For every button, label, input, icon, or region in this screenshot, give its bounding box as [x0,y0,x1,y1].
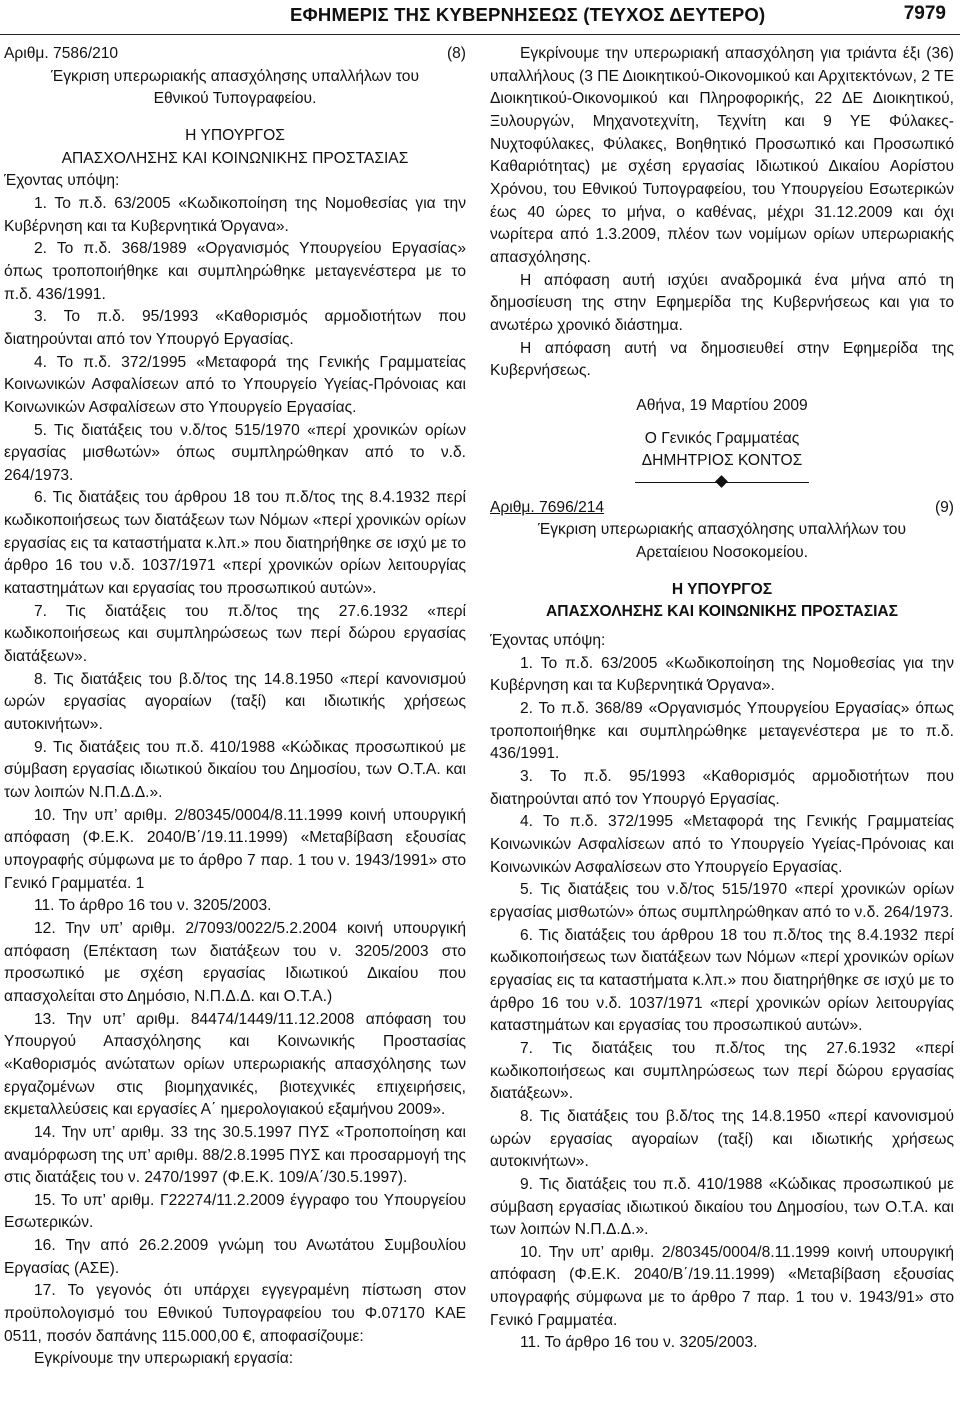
left-column [4,43,466,1371]
decision-number-row [490,497,954,520]
authority-title: Η ΥΠΟΥΡΓΟΣ [671,580,773,598]
paragraph: 11. Το άρθρο 16 του ν. 3205/2003. [34,897,272,915]
paragraph: Εγκρίνουμε την υπερωριακή εργασία: [34,1350,294,1368]
authority-title: Η ΥΠΟΥΡΓΟΣ [185,126,285,144]
section-separator [490,475,954,489]
gazette-title: ΕΦΗΜΕΡΙΣ ΤΗΣ ΚΥΒΕΡΝΗΣΕΩΣ (ΤΕΥΧΟΣ ΔΕΥΤΕΡΟ) [290,4,766,25]
decision-index: (9) [934,498,954,516]
paragraph: 7. Τις διατάξεις του π.δ/τος της 27.6.1932 «περί κωδικοποιήσεως και συμπληρώσεως των περί δώρου εργασίας διατάξεων». [490,1039,954,1103]
paragraph: 17. Το γεγονός ότι υπάρχει εγγεγραμένη πίστωση στον προϋπολογισμό του Εθνικού Τυπογραφείου του Φ.07170 ΚΑΕ 0511, ποσόν δαπάνης 115.000,00 €, αποφασίζουμε: [4,1282,466,1345]
header-divider [0,34,960,35]
paragraph: 13. Την υπ’ αριθμ. 84474/1449/11.12.2008 απόφαση του Υπουργού Απασχόλησης και Κοινωνικής Προστασίας «Καθορισμός ανώτατων ορίων υπερωριακής απασχόλησης των εργαζομένων στις βιομηχανικές, βιοτεχνικές επιχειρήσεις, εκμεταλλεύσεις και εργασίες Α΄ ημερολογιακού εξαμήνου 2009». [4,1010,466,1119]
paragraph: 6. Τις διατάξεις του άρθρου 18 του π.δ/τος της 8.4.1932 περί κωδικοποιήσεως των διατάξεων των Νόμων «περί χρονικών ορίων εργασίας εις τα καταστήματα κ.λπ.» που διατηρήθηκε σε ισχύ με το άρθρο 16 του ν.δ. 1037/1971 «περί χρονικών ορίων λειτουργίας καταστημάτων και εργασίας του προσωπικού αυτών». [4,489,466,598]
paragraph: 3. Το π.δ. 95/1993 «Καθορισμός αρμοδιοτήτων που διατηρούνται από τον Υπουργό Εργασίας. [490,768,954,808]
decision-title-line: Εθνικού Τυπογραφείου. [153,90,317,108]
paragraph: 16. Την από 26.2.2009 γνώμη του Ανωτάτου Συμβουλίου Εργασίας (ΑΣΕ). [4,1237,466,1277]
signature-role: Ο Γενικός Γραμματέας [644,429,800,447]
authority-subtitle: ΑΠΑΣΧΟΛΗΣΗΣ ΚΑΙ ΚΟΙΝΩΝΙΚΗΣ ΠΡΟΣΤΑΣΙΑΣ [545,603,899,621]
page-number: 7979 [903,3,946,24]
paragraph: 6. Τις διατάξεις του άρθρου 18 του π.δ/τος της 8.4.1932 περί κωδικοποιήσεως των διατάξεων των Νόμων «περί χρονικών ορίων εργασίας εις τα καταστήματα κ.λπ.» που διατηρήθηκε σε ισχύ με το άρθρο 16 του ν.δ. 1037/1971 «περί χρονικών ορίων λειτουργίας καταστημάτων και εργασίας του προσωπικού αυτών». [490,926,954,1035]
paragraph: 4. Το π.δ. 372/1995 «Μεταφορά της Γενικής Γραμματείας Κοινωνικών Ασφαλίσεων από το Υπουργείο Υγείας-Πρόνοιας και Κοινωνικών Ασφαλίσεων στο Υπουργείο Εργασίας. [4,353,466,416]
decision-title-line: Αρεταίειου Νοσοκομείου. [635,544,809,562]
paragraph: 9. Τις διατάξεις του π.δ. 410/1988 «Κώδικας προσωπικού με σύμβαση εργασίας ιδιωτικού δικαίου του Δημοσίου, των Ο.Τ.Α. και των λοιπών Ν.Π.Δ.Δ.». [490,1175,954,1239]
paragraph: 5. Τις διατάξεις του ν.δ/τος 515/1970 «περί χρονικών ορίων εργασίας μισθωτών» όπως συμπληρώθηκαν από το ν.δ. 264/1973. [490,881,954,921]
paragraph: 10. Την υπ’ αριθμ. 2/80345/0004/8.11.1999 κοινή υπουργική απόφαση (Φ.Ε.Κ. 2040/Β΄/19.11.1999) «Μεταβίβαση εξουσίας υπογραφής σύμφωνα με το άρθρο 7 παρ. 1 του ν. 1943/1991» στο Γενικό Γραμματέα. 1 [4,806,466,892]
decision-index: (8) [446,45,466,62]
paragraph: 14. Την υπ’ αριθμ. 33 της 30.5.1997 ΠΥΣ «Τροποποίηση και αναμόρφωση της υπ’ αριθμ. 88/2.8.1995 ΠΥΣ και προσαρμογή της στις διατάξεις του ν. 2470/1997 (Φ.Ε.Κ. 109/Α΄/30.5.1997). [4,1123,466,1187]
decision-number: Αριθμ. 7696/214 [490,498,605,516]
paragraph: Η απόφαση αυτή ισχύει αναδρομικά ένα μήνα από τη δημοσίευση της στην Εφημερίδα της Κυβερνήσεως και για το ανωτέρω χρονικό διάστημα. [490,271,954,334]
page-header [0,0,960,34]
paragraph: 5. Τις διατάξεις του ν.δ/τος 515/1970 «περί χρονικών ορίων εργασίας μισθωτών» όπως συμπληρώθηκαν από το ν.δ. 264/1973. [4,421,466,484]
paragraph: 11. Το άρθρο 16 του ν. 3205/2003. [520,1334,758,1352]
paragraph: 1. Το π.δ. 63/2005 «Κωδικοποίηση της Νομοθεσίας για την Κυβέρνηση και τα Κυβερνητικά Όργανα». [4,194,466,235]
paragraph: 7. Τις διατάξεις του π.δ/τος της 27.6.1932 «περί κωδικοποιήσεως και συμπληρώσεως των περί δώρου εργασίας διατάξεων». [4,602,466,666]
diamond-icon [715,475,728,488]
decision-number-row [4,43,466,66]
authority-subtitle: ΑΠΑΣΧΟΛΗΣΗΣ ΚΑΙ ΚΟΙΝΩΝΙΚΗΣ ΠΡΟΣΤΑΣΙΑΣ [61,149,409,167]
paragraph: 2. Το π.δ. 368/1989 «Οργανισμός Υπουργείου Εργασίας» όπως τροποποιήθηκε και συμπληρώθηκε μεταγενέστερα με το π.δ. 436/1991. [4,240,466,303]
right-column [490,43,954,1355]
paragraph: 10. Την υπ’ αριθμ. 2/80345/0004/8.11.1999 κοινή υπουργική απόφαση (Φ.Ε.Κ. 2040/Β΄/19.11.1999) «Μεταβίβαση εξουσίας υπογραφής σύμφωνα με το άρθρο 7 παρ. 1 του ν. 1943/91» στο Γενικό Γραμματέα. [490,1243,954,1329]
paragraph: 8. Τις διατάξεις του β.δ/τος της 14.8.1950 «περί κανονισμού ωρών εργασίας αγοραίων (ταξί) και ιδιωτικής χρήσεως αυτοκινήτων». [4,670,466,734]
paragraph: 1. Το π.δ. 63/2005 «Κωδικοποίηση της Νομοθεσίας για την Κυβέρνηση και τα Κυβερνητικά Όργανα». [490,654,954,695]
paragraph: 15. Το υπ’ αριθμ. Γ22274/11.2.2009 έγγραφο του Υπουργείου Εσωτερικών. [4,1191,466,1232]
signature-place-date: Αθήνα, 19 Μαρτίου 2009 [636,396,808,414]
paragraph: 9. Τις διατάξεις του π.δ. 410/1988 «Κώδικας προσωπικού με σύμβαση εργασίας ιδιωτικού δικαίου του Δημοσίου, των Ο.Τ.Α. και των λοιπών Ν.Π.Δ.Δ.». [4,738,466,801]
considering-label: Έχοντας υπόψη: [490,632,606,650]
considering-label: Έχοντας υπόψη: [4,172,120,190]
decision-title-line: Έγκριση υπερωριακής απασχόλησης υπαλλήλων του [537,521,907,539]
paragraph: 8. Τις διατάξεις του β.δ/τος της 14.8.1950 «περί κανονισμού ωρών εργασίας αγοραίων (ταξί) και ιδιωτικής χρήσεως αυτοκινήτων». [490,1107,954,1171]
decision-title-line: Έγκριση υπερωριακής απασχόλησης υπαλλήλων του [50,67,420,85]
paragraph: Η απόφαση αυτή να δημοσιευθεί στην Εφημερίδα της Κυβερνήσεως. [490,339,954,380]
paragraph: 3. Το π.δ. 95/1993 «Καθορισμός αρμοδιοτήτων που διατηρούνται από τον Υπουργό Εργασίας. [4,308,466,348]
signature-name: ΔΗΜΗΤΡΙΟΣ ΚΟΝΤΟΣ [641,452,803,470]
paragraph: 4. Το π.δ. 372/1995 «Μεταφορά της Γενικής Γραμματείας Κοινωνικών Ασφαλίσεων από το Υπουργείο Υγείας-Πρόνοιας και Κοινωνικών Ασφαλίσεων στο Υπουργείο Εργασίας. [490,813,954,876]
decision-number: Αριθμ. 7586/210 [4,45,119,62]
paragraph: 12. Την υπ’ αριθμ. 2/7093/0022/5.2.2004 κοινή υπουργική απόφαση (Επέκταση των διατάξεων του ν. 3205/2003 στο προσωπικό με σχέση εργασίας Ιδιωτικού Δικαίου που απασχολείται στο Δημόσιο, Ν.Π.Δ.Δ. και Ο.Τ.Α.) [4,919,466,1005]
paragraph: Εγκρίνουμε την υπερωριακή απασχόληση για τριάντα έξι (36) υπαλλήλους (3 ΠΕ Διοικητικού-Οικονομικού και Αρχιτεκτόνων, 2 ΤΕ Διοικητικού-Οικονομικού και Πληροφορικής, 22 ΔΕ Διοικητικού, Ξυλουργών, Μηχανοτεχνίτη, Τεχνίτη και 9 ΥΕ Φύλακες-Νυχτοφύλακες, Φύλακες, Βοηθητικό Προσωπικό και Προσωπικό Καθαριότητας) με σχέση εργασίας Ιδιωτικού Δικαίου Αορίστου Χρόνου, του Εθνικού Τυπογραφείου, του Υπουργείου Εσωτερικών έως 40 ώρες το μήνα, ο καθένας, μέχρι 31.12.2009 και όχι νωρίτερα από 1.3.2009, πλέον των νομίμων ορίων υπερωριακής απασχόλησης. [490,45,954,266]
paragraph: 2. Το π.δ. 368/89 «Οργανισμός Υπουργείου Εργασίας» όπως τροποποιήθηκε και συμπληρώθηκε μεταγενέστερα με το π.δ. 436/1991. [490,700,954,763]
